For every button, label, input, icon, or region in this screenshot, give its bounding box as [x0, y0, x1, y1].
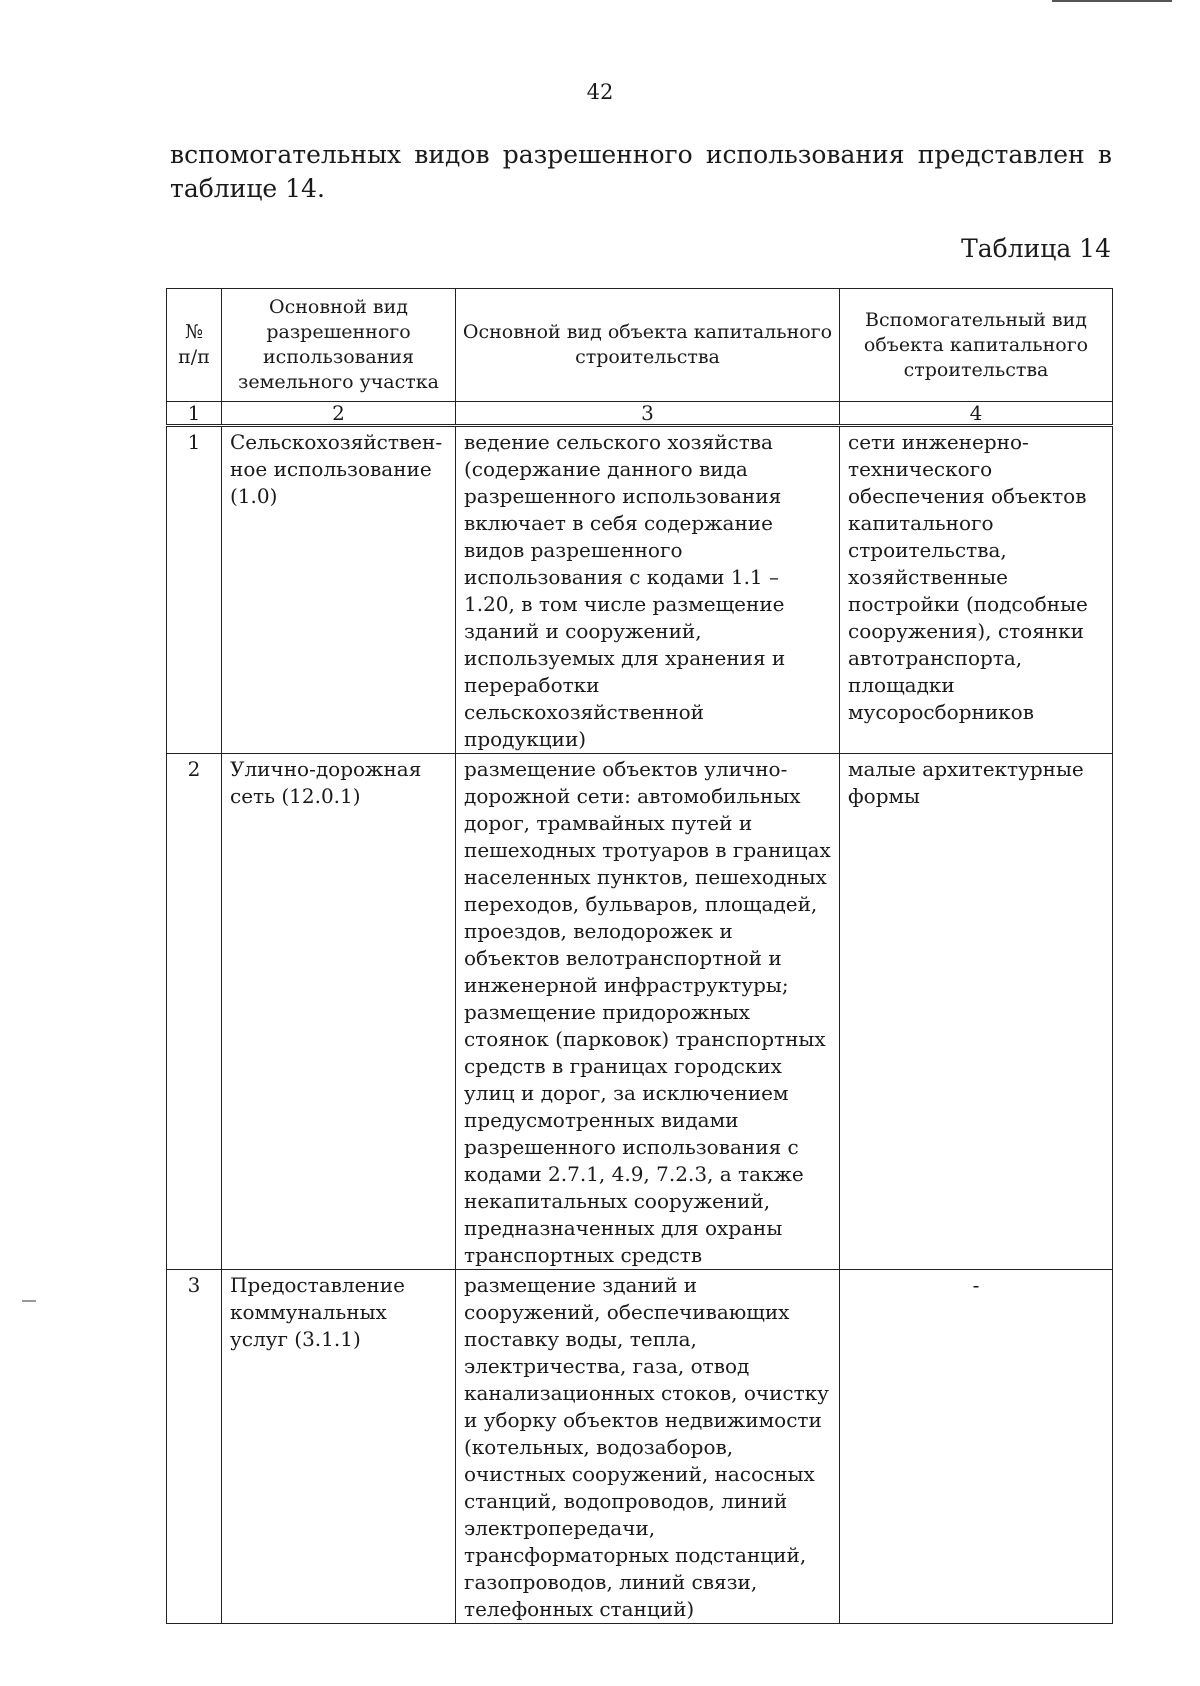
row-aux-object: -: [840, 1270, 1113, 1624]
row-number: 2: [167, 754, 222, 1270]
row-aux-object: сети инженерно-технического обеспечения объектов капитального строительства, хозяйственные постройки (подсобные сооружения), стоянки автотранспорта, площадки мусоросборников: [840, 426, 1113, 754]
table-header-row: [167, 289, 1113, 402]
table-row: [167, 1270, 1113, 1624]
intro-word: вспомогательных: [170, 140, 402, 169]
row-main-use: Предоставление коммунальных услуг (3.1.1): [222, 1270, 456, 1624]
column-number: 4: [840, 402, 1113, 426]
row-main-object: ведение сельского хозяйства (содержание данного вида разрешенного использования включает в себя содержание видов разрешенного использования с кодами 1.1 – 1.20, в том числе размещение зданий и сооружений, используемых для хранения и переработки сельскохозяйственной продукции): [456, 426, 840, 754]
row-aux-object: малые архитектурные формы: [840, 754, 1113, 1270]
land-use-table: [166, 288, 1113, 1624]
row-main-use: Сельскохозяйствен-ное использование (1.0): [222, 426, 456, 754]
header-main-object: Основной вид объекта капитального строительства: [456, 289, 840, 402]
column-number-row: [167, 402, 1113, 426]
intro-word: использования: [705, 140, 905, 169]
row-main-object: размещение объектов улично-дорожной сети: автомобильных дорог, трамвайных путей и пешеходных тротуаров в границах населенных пунктов, пешеходных переходов, бульваров, площадей, проездов, велодорожек и объектов велотранспортной и инженерной инфраструктуры; размещение придорожных стоянок (парковок) транспортных средств в границах городских улиц и дорог, за исключением предусмотренных видами разрешенного использования с кодами 2.7.1, 4.9, 7.2.3, а также некапитальных сооружений, предназначенных для охраны транспортных средств: [456, 754, 840, 1270]
scan-margin-mark: [22, 1300, 36, 1302]
row-main-use: Улично-дорожная сеть (12.0.1): [222, 754, 456, 1270]
row-main-object: размещение зданий и сооружений, обеспечивающих поставку воды, тепла, электричества, газа, отвод канализационных стоков, очистку и уборку объектов недвижимости (котельных, водозаборов, очистных сооружений, насосных станций, водопроводов, линий электропередачи, трансформаторных подстанций, газопроводов, линий связи, телефонных станций): [456, 1270, 840, 1624]
header-main-use: Основной вид разрешенного использования земельного участка: [222, 289, 456, 402]
intro-word: разрешенного: [502, 140, 693, 169]
header-aux-object: Вспомогательный вид объекта капитального строительства: [840, 289, 1113, 402]
scan-edge-mark: [1052, 0, 1172, 2]
table-row: [167, 754, 1113, 1270]
intro-paragraph: [170, 138, 1112, 206]
page-number: 42: [586, 80, 614, 104]
column-number: 1: [167, 402, 222, 426]
table-caption: Таблица 14: [961, 234, 1111, 263]
row-number: 1: [167, 426, 222, 754]
column-number: 3: [456, 402, 840, 426]
column-number: 2: [222, 402, 456, 426]
intro-line-1: [170, 138, 1112, 172]
row-number: 3: [167, 1270, 222, 1624]
intro-word: в: [1097, 140, 1112, 169]
intro-word: представлен: [917, 140, 1085, 169]
table-row: [167, 426, 1113, 754]
intro-word: видов: [414, 140, 490, 169]
intro-line-2: таблице 14.: [170, 174, 325, 203]
header-number: № п/п: [167, 289, 222, 402]
